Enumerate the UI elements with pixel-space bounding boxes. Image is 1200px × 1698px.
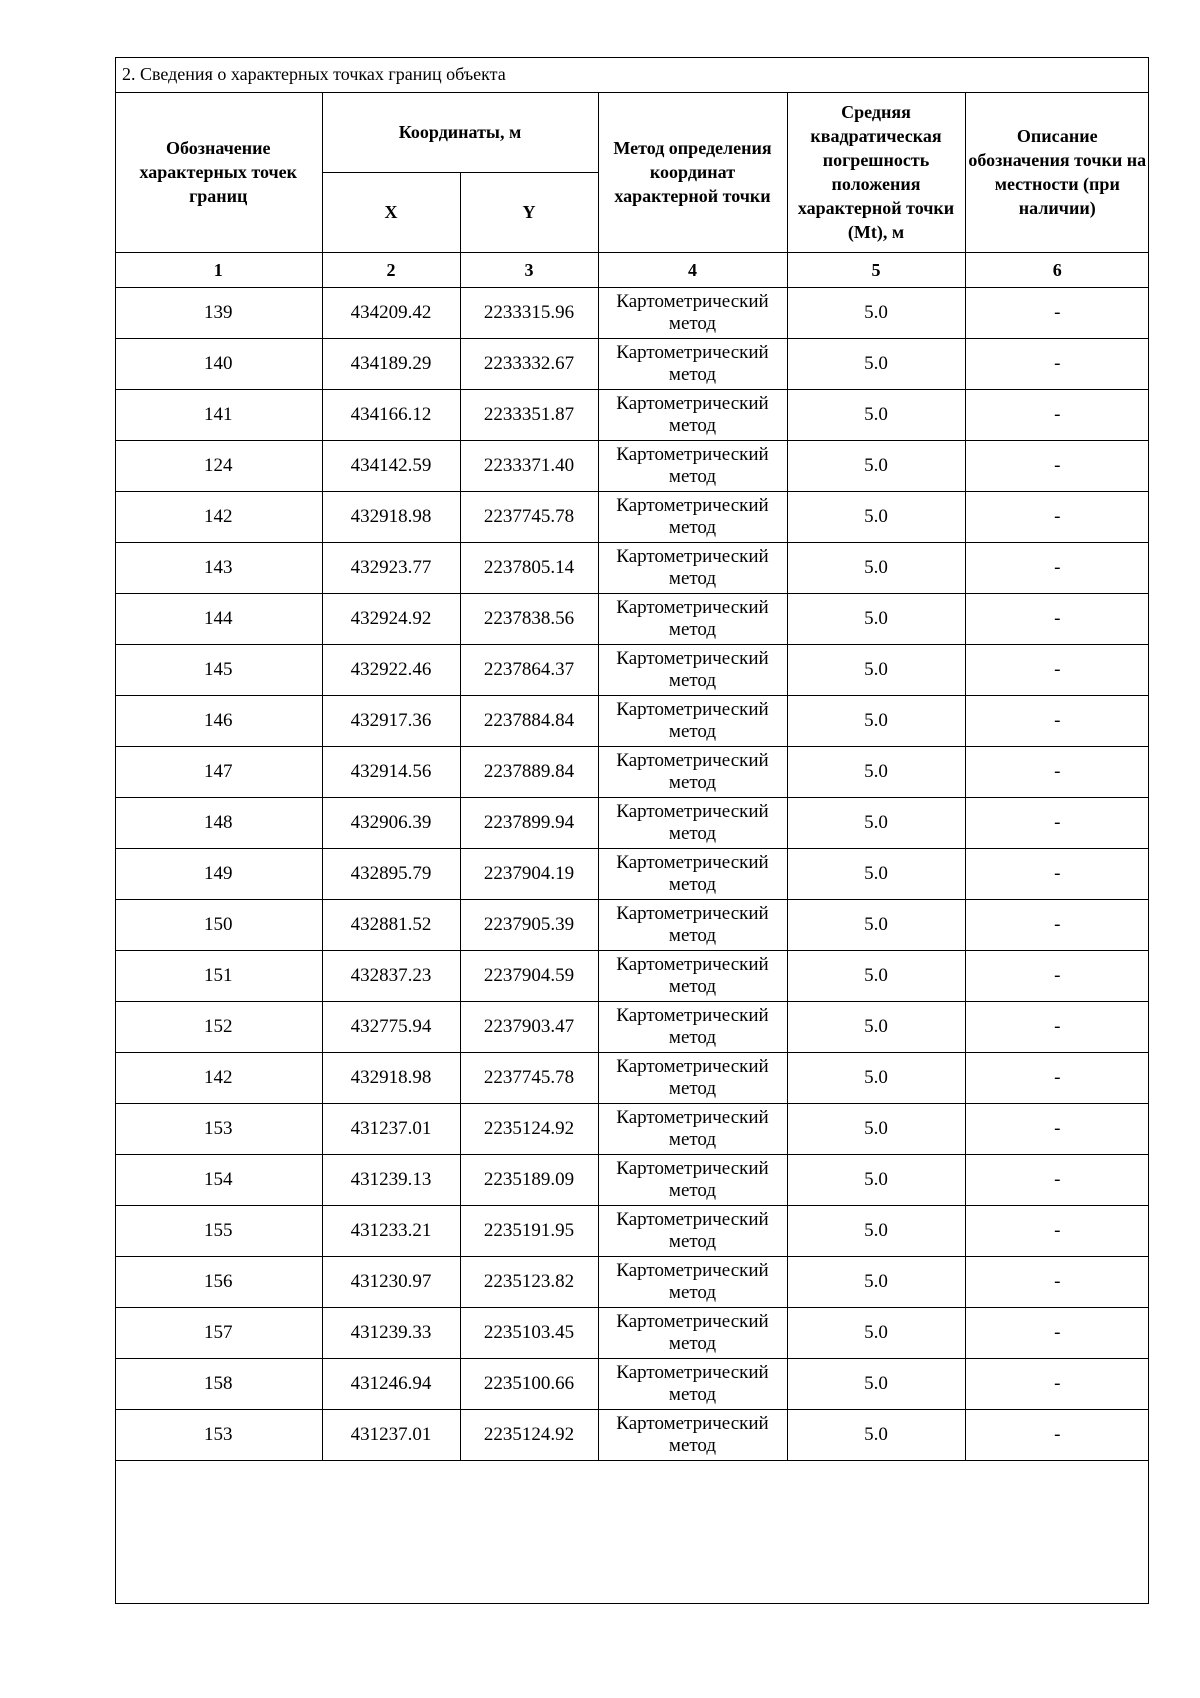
- table-row: [115, 440, 1149, 491]
- y-coordinate-cell: 2235191.95: [460, 1205, 598, 1256]
- table-row: [115, 1409, 1149, 1460]
- method-cell: Картометрический метод: [598, 593, 787, 644]
- accuracy-cell: 5.0: [787, 593, 965, 644]
- point-cell: 124: [115, 440, 322, 491]
- point-cell: 150: [115, 899, 322, 950]
- y-coordinate-cell: 2237899.94: [460, 797, 598, 848]
- x-coordinate-cell: 434189.29: [322, 338, 460, 389]
- boundary-points-table: [115, 92, 1149, 1461]
- section-title: 2. Сведения о характерных точках границ объекта: [116, 58, 1148, 93]
- column-number: 1: [115, 252, 322, 287]
- y-coordinate-cell: 2235124.92: [460, 1409, 598, 1460]
- accuracy-cell: 5.0: [787, 440, 965, 491]
- point-cell: 146: [115, 695, 322, 746]
- method-cell: Картометрический метод: [598, 542, 787, 593]
- accuracy-cell: 5.0: [787, 338, 965, 389]
- description-cell: -: [965, 1001, 1149, 1052]
- header-description: Описание обозначения точки на местности (при наличии): [965, 92, 1149, 252]
- method-cell: Картометрический метод: [598, 1103, 787, 1154]
- table-row: [115, 1154, 1149, 1205]
- point-cell: 149: [115, 848, 322, 899]
- description-cell: -: [965, 491, 1149, 542]
- table-row: [115, 389, 1149, 440]
- point-cell: 145: [115, 644, 322, 695]
- method-cell: Картометрический метод: [598, 440, 787, 491]
- accuracy-cell: 5.0: [787, 1154, 965, 1205]
- table-row: [115, 1307, 1149, 1358]
- table-row: [115, 1001, 1149, 1052]
- header-y: Y: [460, 172, 598, 252]
- column-number: 6: [965, 252, 1149, 287]
- table-row: [115, 1205, 1149, 1256]
- point-cell: 152: [115, 1001, 322, 1052]
- point-cell: 144: [115, 593, 322, 644]
- point-cell: 139: [115, 287, 322, 338]
- table-row: [115, 491, 1149, 542]
- accuracy-cell: 5.0: [787, 287, 965, 338]
- x-coordinate-cell: 432906.39: [322, 797, 460, 848]
- header-method: Метод определения координат характерной точки: [598, 92, 787, 252]
- y-coordinate-cell: 2235123.82: [460, 1256, 598, 1307]
- point-cell: 153: [115, 1409, 322, 1460]
- table-row: [115, 338, 1149, 389]
- y-coordinate-cell: 2237904.19: [460, 848, 598, 899]
- accuracy-cell: 5.0: [787, 797, 965, 848]
- column-number: 2: [322, 252, 460, 287]
- method-cell: Картометрический метод: [598, 797, 787, 848]
- method-cell: Картометрический метод: [598, 1205, 787, 1256]
- header-accuracy: Средняя квадратическая погрешность положения характерной точки (Mt), м: [787, 92, 965, 252]
- table-row: [115, 542, 1149, 593]
- y-coordinate-cell: 2235103.45: [460, 1307, 598, 1358]
- y-coordinate-cell: 2237745.78: [460, 491, 598, 542]
- accuracy-cell: 5.0: [787, 746, 965, 797]
- accuracy-cell: 5.0: [787, 950, 965, 1001]
- method-cell: Картометрический метод: [598, 950, 787, 1001]
- x-coordinate-cell: 432918.98: [322, 491, 460, 542]
- description-cell: -: [965, 848, 1149, 899]
- y-coordinate-cell: 2237864.37: [460, 644, 598, 695]
- point-cell: 143: [115, 542, 322, 593]
- x-coordinate-cell: 431237.01: [322, 1103, 460, 1154]
- table-row: [115, 1103, 1149, 1154]
- y-coordinate-cell: 2237838.56: [460, 593, 598, 644]
- accuracy-cell: 5.0: [787, 389, 965, 440]
- document-frame: [115, 57, 1149, 1604]
- method-cell: Картометрический метод: [598, 899, 787, 950]
- description-cell: -: [965, 899, 1149, 950]
- x-coordinate-cell: 434209.42: [322, 287, 460, 338]
- accuracy-cell: 5.0: [787, 1358, 965, 1409]
- x-coordinate-cell: 432881.52: [322, 899, 460, 950]
- accuracy-cell: 5.0: [787, 1103, 965, 1154]
- point-cell: 151: [115, 950, 322, 1001]
- table-row: [115, 695, 1149, 746]
- table-row: [115, 950, 1149, 1001]
- description-cell: -: [965, 542, 1149, 593]
- column-number: 5: [787, 252, 965, 287]
- y-coordinate-cell: 2233351.87: [460, 389, 598, 440]
- column-number: 4: [598, 252, 787, 287]
- description-cell: -: [965, 1409, 1149, 1460]
- description-cell: -: [965, 593, 1149, 644]
- description-cell: -: [965, 287, 1149, 338]
- y-coordinate-cell: 2237745.78: [460, 1052, 598, 1103]
- table-row: [115, 593, 1149, 644]
- description-cell: -: [965, 1358, 1149, 1409]
- y-coordinate-cell: 2235124.92: [460, 1103, 598, 1154]
- column-number: 3: [460, 252, 598, 287]
- y-coordinate-cell: 2233332.67: [460, 338, 598, 389]
- header-x: X: [322, 172, 460, 252]
- x-coordinate-cell: 432918.98: [322, 1052, 460, 1103]
- table-row: [115, 287, 1149, 338]
- x-coordinate-cell: 431233.21: [322, 1205, 460, 1256]
- accuracy-cell: 5.0: [787, 1052, 965, 1103]
- description-cell: -: [965, 695, 1149, 746]
- x-coordinate-cell: 431239.13: [322, 1154, 460, 1205]
- column-number-row: [115, 252, 1149, 287]
- table-row: [115, 797, 1149, 848]
- method-cell: Картометрический метод: [598, 1358, 787, 1409]
- y-coordinate-cell: 2235189.09: [460, 1154, 598, 1205]
- x-coordinate-cell: 432775.94: [322, 1001, 460, 1052]
- description-cell: -: [965, 338, 1149, 389]
- table-row: [115, 644, 1149, 695]
- accuracy-cell: 5.0: [787, 1409, 965, 1460]
- x-coordinate-cell: 432923.77: [322, 542, 460, 593]
- method-cell: Картометрический метод: [598, 848, 787, 899]
- accuracy-cell: 5.0: [787, 848, 965, 899]
- method-cell: Картометрический метод: [598, 1154, 787, 1205]
- y-coordinate-cell: 2237903.47: [460, 1001, 598, 1052]
- accuracy-cell: 5.0: [787, 542, 965, 593]
- method-cell: Картометрический метод: [598, 1409, 787, 1460]
- y-coordinate-cell: 2237905.39: [460, 899, 598, 950]
- x-coordinate-cell: 432895.79: [322, 848, 460, 899]
- point-cell: 148: [115, 797, 322, 848]
- table-row: [115, 1358, 1149, 1409]
- method-cell: Картометрический метод: [598, 491, 787, 542]
- y-coordinate-cell: 2235100.66: [460, 1358, 598, 1409]
- method-cell: Картометрический метод: [598, 287, 787, 338]
- x-coordinate-cell: 434166.12: [322, 389, 460, 440]
- point-cell: 158: [115, 1358, 322, 1409]
- y-coordinate-cell: 2237889.84: [460, 746, 598, 797]
- x-coordinate-cell: 431230.97: [322, 1256, 460, 1307]
- method-cell: Картометрический метод: [598, 1052, 787, 1103]
- accuracy-cell: 5.0: [787, 695, 965, 746]
- accuracy-cell: 5.0: [787, 899, 965, 950]
- y-coordinate-cell: 2237904.59: [460, 950, 598, 1001]
- description-cell: -: [965, 440, 1149, 491]
- description-cell: -: [965, 1103, 1149, 1154]
- x-coordinate-cell: 434142.59: [322, 440, 460, 491]
- method-cell: Картометрический метод: [598, 1307, 787, 1358]
- accuracy-cell: 5.0: [787, 1001, 965, 1052]
- point-cell: 142: [115, 1052, 322, 1103]
- description-cell: -: [965, 1052, 1149, 1103]
- description-cell: -: [965, 1205, 1149, 1256]
- point-cell: 141: [115, 389, 322, 440]
- description-cell: -: [965, 389, 1149, 440]
- x-coordinate-cell: 431237.01: [322, 1409, 460, 1460]
- x-coordinate-cell: 432917.36: [322, 695, 460, 746]
- point-cell: 154: [115, 1154, 322, 1205]
- x-coordinate-cell: 432914.56: [322, 746, 460, 797]
- description-cell: -: [965, 644, 1149, 695]
- y-coordinate-cell: 2237884.84: [460, 695, 598, 746]
- y-coordinate-cell: 2237805.14: [460, 542, 598, 593]
- method-cell: Картометрический метод: [598, 1256, 787, 1307]
- header-coords: Координаты, м: [322, 92, 598, 172]
- point-cell: 140: [115, 338, 322, 389]
- table-row: [115, 1052, 1149, 1103]
- description-cell: -: [965, 797, 1149, 848]
- description-cell: -: [965, 1256, 1149, 1307]
- point-cell: 153: [115, 1103, 322, 1154]
- x-coordinate-cell: 431246.94: [322, 1358, 460, 1409]
- table-row: [115, 746, 1149, 797]
- y-coordinate-cell: 2233315.96: [460, 287, 598, 338]
- table-row: [115, 899, 1149, 950]
- accuracy-cell: 5.0: [787, 1205, 965, 1256]
- header-point: Обозначение характерных точек границ: [115, 92, 322, 252]
- point-cell: 142: [115, 491, 322, 542]
- method-cell: Картометрический метод: [598, 1001, 787, 1052]
- table-body: [115, 287, 1149, 1460]
- description-cell: -: [965, 1154, 1149, 1205]
- point-cell: 157: [115, 1307, 322, 1358]
- method-cell: Картометрический метод: [598, 746, 787, 797]
- table-row: [115, 1256, 1149, 1307]
- description-cell: -: [965, 1307, 1149, 1358]
- accuracy-cell: 5.0: [787, 644, 965, 695]
- method-cell: Картометрический метод: [598, 338, 787, 389]
- accuracy-cell: 5.0: [787, 1256, 965, 1307]
- accuracy-cell: 5.0: [787, 491, 965, 542]
- point-cell: 156: [115, 1256, 322, 1307]
- accuracy-cell: 5.0: [787, 1307, 965, 1358]
- point-cell: 155: [115, 1205, 322, 1256]
- description-cell: -: [965, 746, 1149, 797]
- method-cell: Картометрический метод: [598, 644, 787, 695]
- method-cell: Картометрический метод: [598, 389, 787, 440]
- x-coordinate-cell: 431239.33: [322, 1307, 460, 1358]
- point-cell: 147: [115, 746, 322, 797]
- y-coordinate-cell: 2233371.40: [460, 440, 598, 491]
- x-coordinate-cell: 432922.46: [322, 644, 460, 695]
- description-cell: -: [965, 950, 1149, 1001]
- method-cell: Картометрический метод: [598, 695, 787, 746]
- x-coordinate-cell: 432837.23: [322, 950, 460, 1001]
- table-row: [115, 848, 1149, 899]
- x-coordinate-cell: 432924.92: [322, 593, 460, 644]
